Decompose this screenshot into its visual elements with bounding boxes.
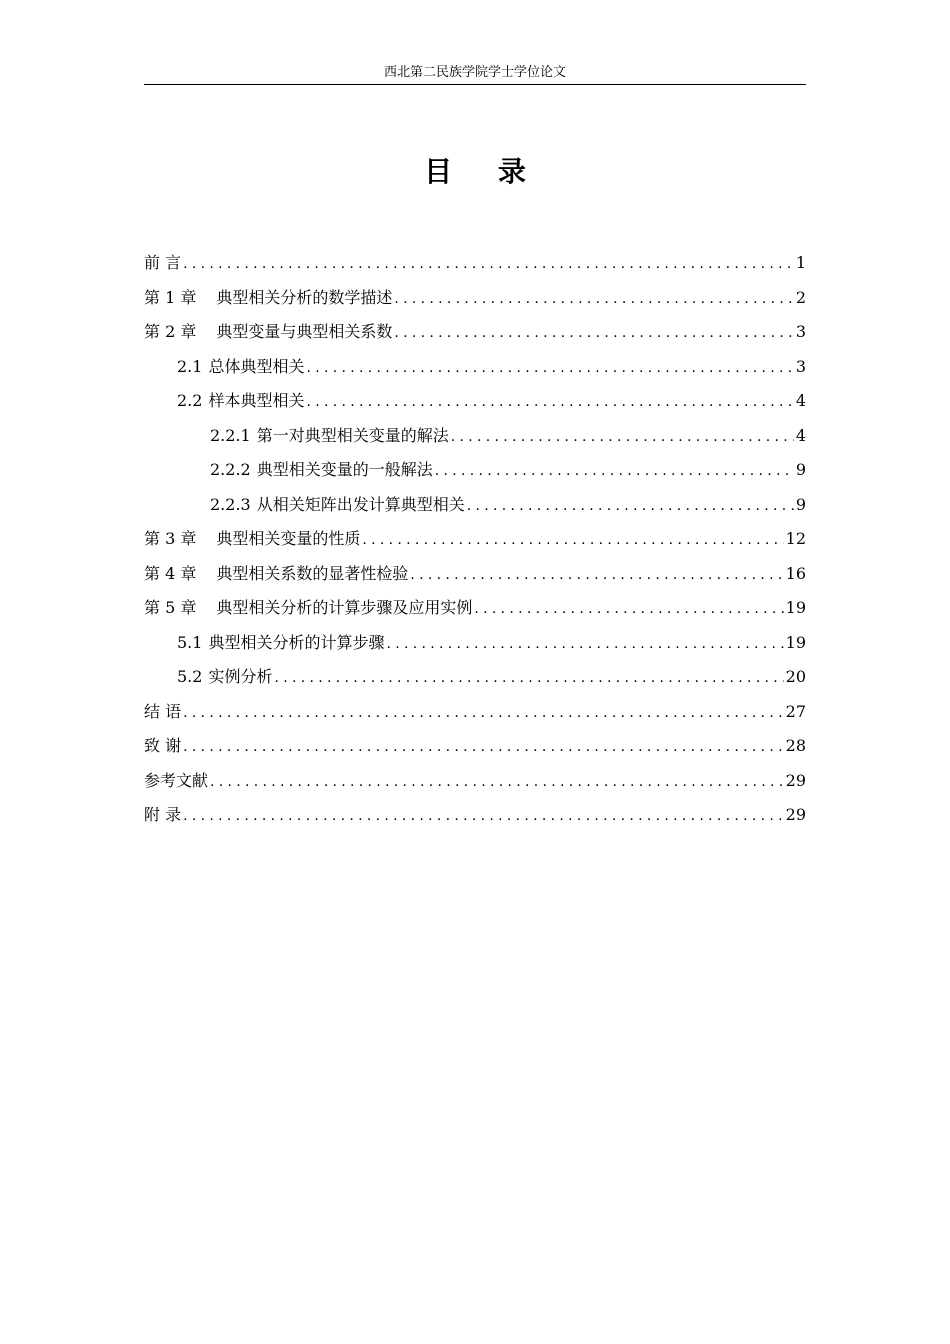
toc-entry-page: 9 bbox=[795, 460, 806, 479]
toc-entry-section-2-2-1[interactable] bbox=[144, 423, 806, 458]
dot-leader bbox=[210, 769, 784, 795]
toc-entry-title: 典型变量与典型相关系数 bbox=[216, 322, 393, 341]
toc-entry-title: 第一对典型相关变量的解法 bbox=[256, 425, 449, 445]
dot-leader bbox=[183, 734, 784, 760]
toc-entry-page: 29 bbox=[785, 805, 806, 824]
toc-entry-page: 4 bbox=[795, 425, 806, 445]
dot-leader bbox=[410, 562, 783, 588]
toc-entry-number: 5.1 bbox=[177, 632, 203, 652]
dot-leader bbox=[306, 389, 793, 415]
toc-entry-page: 12 bbox=[785, 529, 806, 548]
toc-entry-number: 2.2.1 bbox=[210, 425, 251, 445]
toc-entry-number: 5.2 bbox=[177, 667, 203, 686]
toc-entry-page: 9 bbox=[795, 494, 806, 514]
dot-leader bbox=[362, 527, 783, 553]
toc-entry-section-2-2-3[interactable] bbox=[144, 492, 806, 527]
toc-entry-page: 19 bbox=[785, 598, 806, 617]
dot-leader bbox=[394, 286, 793, 312]
toc-entry-page: 4 bbox=[795, 391, 806, 410]
toc-entry-appendix[interactable] bbox=[144, 802, 806, 837]
toc-title: 目 录 bbox=[424, 155, 544, 188]
toc-entry-chapter-1[interactable] bbox=[144, 285, 806, 320]
dot-leader bbox=[274, 665, 783, 691]
toc-entry-conclusion[interactable] bbox=[144, 699, 806, 734]
toc-entry-title: 前 言 bbox=[144, 253, 182, 272]
dot-leader bbox=[183, 803, 784, 829]
toc-entry-page: 3 bbox=[795, 356, 806, 376]
toc-entry-chapter-3[interactable] bbox=[144, 526, 806, 561]
toc-entry-page: 1 bbox=[795, 253, 806, 272]
toc-entry-title: 总体典型相关 bbox=[208, 356, 305, 376]
toc-entry-title: 典型相关系数的显著性检验 bbox=[216, 563, 409, 583]
toc-entry-chapter-4[interactable] bbox=[144, 561, 806, 596]
toc-entry-number: 2.2.3 bbox=[210, 494, 251, 514]
table-of-contents bbox=[144, 250, 806, 837]
toc-entry-title: 致 谢 bbox=[144, 736, 182, 755]
toc-entry-acknowledgements[interactable] bbox=[144, 733, 806, 768]
dot-leader bbox=[435, 458, 794, 484]
toc-entry-page: 28 bbox=[785, 736, 806, 755]
toc-entry-title: 参考文献 bbox=[144, 770, 209, 790]
toc-entry-page: 27 bbox=[785, 701, 806, 721]
toc-entry-page: 20 bbox=[785, 667, 806, 686]
dot-leader bbox=[183, 700, 784, 726]
toc-entry-number: 第 4 章 bbox=[144, 563, 197, 583]
dot-leader bbox=[183, 251, 794, 277]
dot-leader bbox=[451, 424, 794, 450]
toc-entry-page: 19 bbox=[785, 632, 806, 652]
toc-entry-section-2-1[interactable] bbox=[144, 354, 806, 389]
dot-leader bbox=[306, 355, 793, 381]
header-text: 西北第二民族学院学士学位论文 bbox=[383, 65, 566, 80]
page-header bbox=[144, 64, 806, 85]
toc-entry-chapter-2[interactable] bbox=[144, 319, 806, 354]
toc-entry-page: 2 bbox=[795, 287, 806, 307]
toc-entry-number: 2.1 bbox=[177, 356, 203, 376]
toc-entry-title: 典型相关变量的一般解法 bbox=[256, 460, 433, 479]
toc-entry-title: 样本典型相关 bbox=[208, 391, 305, 410]
toc-entry-title: 实例分析 bbox=[208, 667, 273, 686]
toc-entry-number: 2.2 bbox=[177, 391, 203, 410]
toc-entry-number: 第 1 章 bbox=[144, 287, 197, 307]
toc-entry-title: 典型相关分析的计算步骤 bbox=[208, 632, 385, 652]
toc-entry-title: 结 语 bbox=[144, 701, 182, 721]
toc-entry-title: 从相关矩阵出发计算典型相关 bbox=[256, 494, 465, 514]
toc-entry-section-5-2[interactable] bbox=[144, 664, 806, 699]
dot-leader bbox=[474, 596, 783, 622]
toc-entry-section-5-1[interactable] bbox=[144, 630, 806, 665]
toc-entry-references[interactable] bbox=[144, 768, 806, 803]
toc-entry-page: 3 bbox=[795, 322, 806, 341]
toc-entry-page: 29 bbox=[785, 770, 806, 790]
toc-entry-number: 第 2 章 bbox=[144, 322, 197, 341]
toc-entry-number: 2.2.2 bbox=[210, 460, 251, 479]
toc-entry-number: 第 3 章 bbox=[144, 529, 197, 548]
toc-entry-title: 典型相关变量的性质 bbox=[216, 529, 361, 548]
dot-leader bbox=[394, 320, 793, 346]
toc-entry-page: 16 bbox=[785, 563, 806, 583]
toc-entry-title: 典型相关分析的数学描述 bbox=[216, 287, 393, 307]
toc-entry-title: 附 录 bbox=[144, 805, 182, 824]
toc-entry-section-2-2-2[interactable] bbox=[144, 457, 806, 492]
dot-leader bbox=[386, 631, 783, 657]
toc-entry-chapter-5[interactable] bbox=[144, 595, 806, 630]
toc-entry-preface[interactable] bbox=[144, 250, 806, 285]
dot-leader bbox=[467, 493, 794, 519]
toc-entry-number: 第 5 章 bbox=[144, 598, 197, 617]
toc-entry-section-2-2[interactable] bbox=[144, 388, 806, 423]
toc-entry-title: 典型相关分析的计算步骤及应用实例 bbox=[216, 598, 473, 617]
